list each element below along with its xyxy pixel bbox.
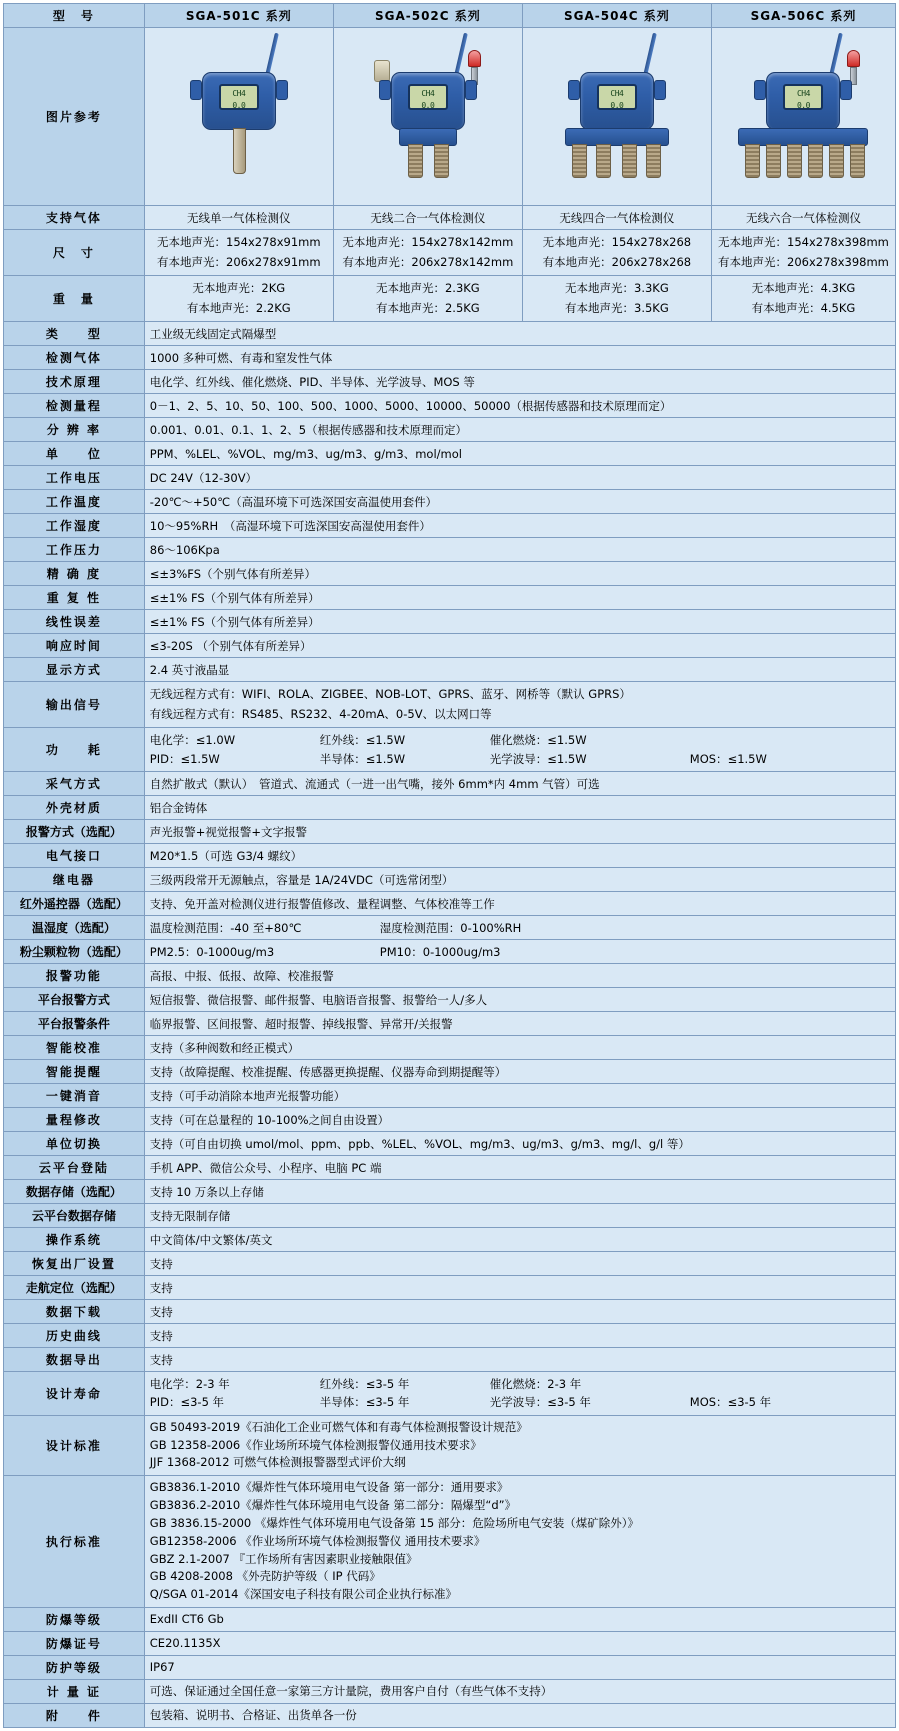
row-label-gas-support: 支持气体: [4, 206, 145, 230]
alarm-beacon-icon: [468, 50, 481, 84]
table-row-resolution: [4, 418, 896, 442]
row-label-size: 尺 寸: [4, 230, 145, 276]
row-label-accuracy: 精 确 度: [4, 562, 145, 586]
table-row-factory-reset: [4, 1252, 896, 1276]
power-catalytic: 催化燃烧：≤1.5W: [489, 733, 587, 748]
table-row-data-storage: [4, 1180, 896, 1204]
row-label-factory-reset: 恢复出厂设置: [4, 1252, 145, 1276]
row-value-voltage: DC 24V（12-30V）: [144, 466, 895, 490]
sensor-probe: [434, 144, 449, 178]
temp-range: 温度检测范围：-40 至+80℃: [149, 920, 302, 935]
row-value-resolution: 0.001、0.01、0.1、1、2、5（根据传感器和技术原理而定）: [144, 418, 895, 442]
table-row-gas-support: [4, 206, 896, 230]
row-label-resolution: 分 辨 率: [4, 418, 145, 442]
model-header-2: SGA-502C 系列: [333, 4, 522, 28]
sensor-probe: [745, 144, 760, 178]
lcd-line-2: 0.0: [232, 100, 246, 110]
table-row-housing: [4, 796, 896, 820]
pm25-range: PM2.5：0-1000ug/m3: [149, 944, 275, 959]
mount-bracket-right: [465, 80, 477, 100]
specification-table: [3, 3, 896, 1728]
row-label-temp-hum-option: 温湿度（选配）: [4, 916, 145, 940]
mount-bracket-right: [276, 80, 288, 100]
row-label-relay: 继电器: [4, 868, 145, 892]
table-row-dust-option: [4, 940, 896, 964]
size-4-line1: 无本地声光：154x278x398mm: [718, 235, 889, 249]
table-row-range-modify: [4, 1108, 896, 1132]
size-1-line1: 无本地声光：154x278x91mm: [157, 235, 321, 249]
exec-standard-line: Q/SGA 01-2014《深国安电子科技有限公司企业执行标准》: [149, 1587, 457, 1602]
row-label-smart-calibration: 智能校准: [4, 1036, 145, 1060]
gas-support-2: 无线二合一气体检测仪: [333, 206, 522, 230]
row-label-repeatability: 重 复 性: [4, 586, 145, 610]
table-row-temp-hum-option: [4, 916, 896, 940]
row-value-unit: PPM、%LEL、%VOL、mg/m3、ug/m3、g/m3、mol/mol: [144, 442, 895, 466]
enclosure-body: [202, 72, 276, 130]
row-value-detect-gas: 1000 多种可燃、有毒和窒发性气体: [144, 346, 895, 370]
row-label-ex-rating: 防爆等级: [4, 1607, 145, 1631]
row-value-relay: 三级两段常开无源触点，容量是 1A/24VDC（可选常闭型）: [144, 868, 895, 892]
row-label-platform-alarm-condition: 平台报警条件: [4, 1012, 145, 1036]
row-value-response-time: ≤3-20S （个别气体有所差异）: [144, 634, 895, 658]
table-row-type: [4, 322, 896, 346]
row-label-data-export: 数据导出: [4, 1348, 145, 1372]
size-1: [144, 230, 333, 276]
table-row-model-header: [4, 4, 896, 28]
table-row-metrology-cert: [4, 1679, 896, 1703]
row-value-unit-switch: 支持（可自由切换 umol/mol、ppm、ppb、%LEL、%VOL、mg/m3、ug/m3、g/m3、mg/l、g/l 等）: [144, 1132, 895, 1156]
row-label-alarm-function: 报警功能: [4, 964, 145, 988]
row-label-mobile-positioning: 走航定位（选配）: [4, 1276, 145, 1300]
output-wired: 有线远程方式有：RS485、RS232、4-20mA、0-5V、以太网口等: [149, 706, 492, 721]
row-label-data-download: 数据下载: [4, 1300, 145, 1324]
table-row-ex-certificate: [4, 1631, 896, 1655]
table-row-platform-alarm-condition: [4, 1012, 896, 1036]
sensor-probe: [408, 144, 423, 178]
row-value-platform-alarm-condition: 临界报警、区间报警、超时报警、掉线报警、异常开/关报警: [144, 1012, 895, 1036]
table-row-cloud-login: [4, 1156, 896, 1180]
row-value-electrical-port: M20*1.5（可选 G3/4 螺纹）: [144, 844, 895, 868]
table-row-unit-switch: [4, 1132, 896, 1156]
table-row-ip-rating: [4, 1655, 896, 1679]
lcd-line-2: 0.0: [610, 100, 624, 110]
table-row-power: [4, 728, 896, 772]
sensor-probe: [622, 144, 637, 178]
lcd-line-2: 0.0: [421, 100, 435, 110]
lcd-display: [783, 84, 823, 110]
table-row-pressure: [4, 538, 896, 562]
row-label-ex-certificate: 防爆证号: [4, 1631, 145, 1655]
row-value-data-download: 支持: [144, 1300, 895, 1324]
row-label-os: 操作系统: [4, 1228, 145, 1252]
row-value-display: 2.4 英寸液晶显: [144, 658, 895, 682]
antenna-icon: [454, 32, 468, 76]
lifetime-semiconductor: 半导体：≤3-5 年: [319, 1395, 410, 1410]
gas-manifold: [565, 128, 669, 146]
row-value-cloud-storage: 支持无限制存储: [144, 1204, 895, 1228]
mount-bracket-left: [568, 80, 580, 100]
table-row-design-standard: [4, 1415, 896, 1475]
table-row-mobile-positioning: [4, 1276, 896, 1300]
table-row-temperature: [4, 490, 896, 514]
weight-4-line1: 无本地声光：4.3KG: [751, 281, 856, 296]
row-value-lifetime: [144, 1372, 895, 1416]
exec-standard-line: GB3836.2-2010《爆炸性气体环境用电气设备 第二部分：隔爆型“d”》: [149, 1498, 517, 1513]
row-label-electrical-port: 电气接口: [4, 844, 145, 868]
row-label-photo: 图片参考: [4, 28, 145, 206]
device-illustration-dual: [348, 32, 508, 202]
weight-2: [333, 276, 522, 322]
table-row-cloud-storage: [4, 1204, 896, 1228]
mount-bracket-right: [840, 80, 852, 100]
row-value-alarm-function: 高报、中报、低报、故障、校准报警: [144, 964, 895, 988]
size-2-line2: 有本地声光：206x278x142mm: [342, 254, 514, 269]
lcd-display: [597, 84, 637, 110]
row-label-housing: 外壳材质: [4, 796, 145, 820]
table-row-data-download: [4, 1300, 896, 1324]
row-value-output-signal: [144, 682, 895, 728]
table-row-ex-rating: [4, 1607, 896, 1631]
row-value-exec-standard: [144, 1476, 895, 1608]
table-row-weight: [4, 276, 896, 322]
weight-1: [144, 276, 333, 322]
table-row-range: [4, 394, 896, 418]
lcd-line-1: CH4: [421, 88, 435, 98]
table-row-size: [4, 230, 896, 276]
lcd-display: [219, 84, 259, 110]
row-label-cloud-storage: 云平台数据存储: [4, 1204, 145, 1228]
power-mos: MOS：≤1.5W: [689, 751, 767, 766]
lcd-line-1: CH4: [232, 88, 246, 98]
row-value-sampling: 自然扩散式（默认） 管道式、流通式（一进一出气嘴，接外 6mm*内 4mm 气管）可选: [144, 772, 895, 796]
row-value-humidity: 10～95%RH （高湿环境下可选深国安高湿使用套件）: [144, 514, 895, 538]
size-2: [333, 230, 522, 276]
power-ir: 红外线：≤1.5W: [319, 733, 406, 748]
row-label-design-standard: 设计标准: [4, 1415, 145, 1475]
mount-bracket-left: [754, 80, 766, 100]
power-line-1: [150, 731, 890, 749]
power-optical: 光学波导：≤1.5W: [489, 751, 587, 766]
table-row-mute: [4, 1084, 896, 1108]
sensor-probe: [233, 128, 246, 174]
exec-standard-line: GB 3836.15-2000 《爆炸性气体环境用电气设备第 15 部分：危险场所电气安装（煤矿除外）》: [149, 1515, 640, 1530]
device-illustration-hex: [723, 32, 883, 202]
row-label-dust-option: 粉尘颗粒物（选配）: [4, 940, 145, 964]
row-label-temperature: 工作温度: [4, 490, 145, 514]
table-row-accessories: [4, 1703, 896, 1727]
lcd-display: [408, 84, 448, 110]
power-semiconductor: 半导体：≤1.5W: [319, 751, 406, 766]
table-row-lifetime: [4, 1372, 896, 1416]
row-value-repeatability: ≤±1% FS（个别气体有所差异）: [144, 586, 895, 610]
size-3-line2: 有本地声光：206x278x268: [542, 254, 692, 269]
row-label-type: 类 型: [4, 322, 145, 346]
lifetime-catalytic: 催化燃烧：2-3 年: [489, 1377, 582, 1392]
row-label-weight: 重 量: [4, 276, 145, 322]
antenna-icon: [830, 32, 844, 76]
row-label-display: 显示方式: [4, 658, 145, 682]
size-1-line2: 有本地声光：206x278x91mm: [157, 254, 321, 269]
mount-bracket-left: [379, 80, 391, 100]
row-label-principle: 技术原理: [4, 370, 145, 394]
row-label-metrology-cert: 计 量 证: [4, 1679, 145, 1703]
row-value-factory-reset: 支持: [144, 1252, 895, 1276]
row-value-ex-certificate: CE20.1135X: [144, 1631, 895, 1655]
size-4: [711, 230, 895, 276]
pm10-range: PM10：0-1000ug/m3: [379, 944, 501, 959]
output-wireless: 无线远程方式有：WIFI、ROLA、ZIGBEE、NOB-LOT、GPRS、蓝牙、网桥等（默认 GPRS）: [149, 687, 631, 702]
row-value-platform-alarm-method: 短信报警、微信报警、邮件报警、电脑语音报警、报警给一人/多人: [144, 988, 895, 1012]
table-row-sampling: [4, 772, 896, 796]
table-row-accuracy: [4, 562, 896, 586]
alarm-horn-icon: [374, 60, 390, 82]
weight-2-line1: 无本地声光：2.3KG: [375, 281, 480, 296]
row-label-unit: 单 位: [4, 442, 145, 466]
row-label-unit-switch: 单位切换: [4, 1132, 145, 1156]
sensor-probe: [766, 144, 781, 178]
sensor-probe: [572, 144, 587, 178]
row-label-ir-remote: 红外遥控器（选配）: [4, 892, 145, 916]
table-row-voltage: [4, 466, 896, 490]
table-row-principle: [4, 370, 896, 394]
table-row-detect-gas: [4, 346, 896, 370]
row-value-alarm-type: 声光报警+视觉报警+文字报警: [144, 820, 895, 844]
row-value-range-modify: 支持（可在总量程的 10-100%之间自由设置）: [144, 1108, 895, 1132]
table-row-unit: [4, 442, 896, 466]
product-photo-506c: [711, 28, 895, 206]
design-standard-line: GB 50493-2019《石油化工企业可燃气体和有毒气体检测报警设计规范》: [149, 1419, 528, 1434]
row-label-platform-alarm-method: 平台报警方式: [4, 988, 145, 1012]
table-row-smart-calibration: [4, 1036, 896, 1060]
gas-manifold: [399, 128, 457, 146]
row-label-lifetime: 设计寿命: [4, 1372, 145, 1416]
row-value-metrology-cert: 可选、保证通过全国任意一家第三方计量院，费用客户自付（有些气体不支持）: [144, 1679, 895, 1703]
power-pid: PID：≤1.5W: [149, 751, 220, 766]
mount-bracket-left: [190, 80, 202, 100]
lifetime-ir: 红外线：≤3-5 年: [319, 1377, 410, 1392]
row-label-linearity: 线性误差: [4, 610, 145, 634]
table-row-alarm-function: [4, 964, 896, 988]
exec-standard-line: GB 4208-2008 《外壳防护等级（ IP 代码》: [149, 1569, 381, 1584]
table-row-electrical-port: [4, 844, 896, 868]
power-line-2: [150, 750, 890, 768]
enclosure-body: [766, 72, 840, 130]
row-value-mobile-positioning: 支持: [144, 1276, 895, 1300]
row-value-history-curve: 支持: [144, 1324, 895, 1348]
table-row-relay: [4, 868, 896, 892]
row-value-data-storage: 支持 10 万条以上存储: [144, 1180, 895, 1204]
power-ec: 电化学：≤1.0W: [149, 733, 236, 748]
gas-support-4: 无线六合一气体检测仪: [711, 206, 895, 230]
exec-standard-line: GBZ 2.1-2007 『工作场所有害因素职业接触限值》: [149, 1551, 418, 1566]
row-value-temp-hum-option: [144, 916, 895, 940]
table-row-data-export: [4, 1348, 896, 1372]
humidity-range: 湿度检测范围：0-100%RH: [379, 920, 522, 935]
table-row-platform-alarm-method: [4, 988, 896, 1012]
sensor-probe: [808, 144, 823, 178]
weight-3-line1: 无本地声光：3.3KG: [565, 281, 669, 296]
weight-2-line2: 有本地声光：2.5KG: [375, 300, 480, 315]
row-value-smart-reminder: 支持（故障提醒、校准提醒、传感器更换提醒、仪器寿命到期提醒等）: [144, 1060, 895, 1084]
size-3-line1: 无本地声光：154x278x268: [542, 235, 692, 249]
row-value-mute: 支持（可手动消除本地声光报警功能）: [144, 1084, 895, 1108]
row-value-ex-rating: ExdII CT6 Gb: [144, 1607, 895, 1631]
mount-bracket-right: [654, 80, 666, 100]
table-row-humidity: [4, 514, 896, 538]
lifetime-ec: 电化学：2-3 年: [149, 1377, 230, 1392]
row-label-mute: 一键消音: [4, 1084, 145, 1108]
lifetime-line-1: [150, 1375, 890, 1393]
row-label-cloud-login: 云平台登陆: [4, 1156, 145, 1180]
lifetime-line-2: [150, 1393, 890, 1411]
weight-3-line2: 有本地声光：3.5KG: [565, 300, 669, 315]
enclosure-body: [391, 72, 465, 130]
model-header-3: SGA-504C 系列: [522, 4, 711, 28]
lcd-line-1: CH4: [796, 88, 810, 98]
model-header-4: SGA-506C 系列: [711, 4, 895, 28]
lcd-line-1: CH4: [610, 88, 624, 98]
table-row-os: [4, 1228, 896, 1252]
row-value-data-export: 支持: [144, 1348, 895, 1372]
weight-1-line2: 有本地声光：2.2KG: [186, 300, 291, 315]
row-value-design-standard: [144, 1415, 895, 1475]
row-label-humidity: 工作湿度: [4, 514, 145, 538]
row-value-ir-remote: 支持、免开盖对检测仪进行报警值修改、量程调整、气体校准等工作: [144, 892, 895, 916]
row-label-response-time: 响应时间: [4, 634, 145, 658]
gas-support-3: 无线四合一气体检测仪: [522, 206, 711, 230]
product-photo-504c: [522, 28, 711, 206]
size-2-line1: 无本地声光：154x278x142mm: [342, 235, 514, 249]
table-row-linearity: [4, 610, 896, 634]
row-value-linearity: ≤±1% FS（个别气体有所差异）: [144, 610, 895, 634]
sensor-probe: [787, 144, 802, 178]
row-value-temperature: -20℃～+50℃（高温环境下可选深国安高温使用套件）: [144, 490, 895, 514]
spec-sheet: [0, 3, 899, 1728]
device-illustration-single: [159, 32, 319, 202]
row-value-cloud-login: 手机 APP、微信公众号、小程序、电脑 PC 端: [144, 1156, 895, 1180]
antenna-icon: [265, 32, 279, 76]
size-4-line2: 有本地声光：206x278x398mm: [718, 254, 889, 269]
row-label-accessories: 附 件: [4, 1703, 145, 1727]
table-row-exec-standard: [4, 1476, 896, 1608]
weight-4: [711, 276, 895, 322]
table-row-ir-remote: [4, 892, 896, 916]
gas-manifold: [738, 128, 868, 146]
weight-4-line2: 有本地声光：4.5KG: [751, 300, 856, 315]
table-row-alarm-type: [4, 820, 896, 844]
antenna-icon: [643, 32, 657, 76]
row-value-range: 0－1、2、5、10、50、100、500、1000、5000、10000、50000（根据传感器和技术原理而定）: [144, 394, 895, 418]
design-standard-line: GB 12358-2006《作业场所环境气体检测报警仪通用技术要求》: [149, 1437, 482, 1452]
size-3: [522, 230, 711, 276]
row-value-pressure: 86～106Kpa: [144, 538, 895, 562]
row-value-type: 工业级无线固定式隔爆型: [144, 322, 895, 346]
row-value-dust-option: [144, 940, 895, 964]
gas-support-1: 无线单一气体检测仪: [144, 206, 333, 230]
device-illustration-quad: [537, 32, 697, 202]
row-label-output-signal: 输出信号: [4, 682, 145, 728]
row-label-ip-rating: 防护等级: [4, 1655, 145, 1679]
row-label-detect-gas: 检测气体: [4, 346, 145, 370]
lifetime-pid: PID：≤3-5 年: [149, 1395, 225, 1410]
design-standard-line: JJF 1368-2012 可燃气体检测报警器型式评价大纲: [149, 1455, 406, 1470]
row-label-power: 功 耗: [4, 728, 145, 772]
row-value-smart-calibration: 支持（多种阀数和经正模式）: [144, 1036, 895, 1060]
row-label-pressure: 工作压力: [4, 538, 145, 562]
product-photo-501c: [144, 28, 333, 206]
lcd-line-2: 0.0: [796, 100, 810, 110]
row-value-housing: 铝合金铸体: [144, 796, 895, 820]
exec-standard-line: GB12358-2006 《作业场所环境气体检测报警仪 通用技术要求》: [149, 1533, 486, 1548]
row-label-range-modify: 量程修改: [4, 1108, 145, 1132]
row-label-smart-reminder: 智能提醒: [4, 1060, 145, 1084]
row-label-data-storage: 数据存储（选配）: [4, 1180, 145, 1204]
enclosure-body: [580, 72, 654, 130]
row-label-range: 检测量程: [4, 394, 145, 418]
sensor-probe: [646, 144, 661, 178]
row-value-principle: 电化学、红外线、催化燃烧、PID、半导体、光学波导、MOS 等: [144, 370, 895, 394]
row-label-history-curve: 历史曲线: [4, 1324, 145, 1348]
exec-standard-line: GB3836.1-2010《爆炸性气体环境用电气设备 第一部分：通用要求》: [149, 1480, 509, 1495]
model-header-1: SGA-501C 系列: [144, 4, 333, 28]
table-row-smart-reminder: [4, 1060, 896, 1084]
sensor-probe: [596, 144, 611, 178]
row-label-exec-standard: 执行标准: [4, 1476, 145, 1608]
row-label-model: 型 号: [4, 4, 145, 28]
row-value-power: [144, 728, 895, 772]
sensor-probe: [850, 144, 865, 178]
weight-1-line1: 无本地声光：2KG: [192, 281, 286, 296]
row-label-alarm-type: 报警方式（选配）: [4, 820, 145, 844]
table-row-photos: [4, 28, 896, 206]
lifetime-optical: 光学波导：≤3-5 年: [489, 1395, 591, 1410]
product-photo-502c: [333, 28, 522, 206]
row-value-accuracy: ≤±3%FS（个别气体有所差异）: [144, 562, 895, 586]
row-value-os: 中文简体/中文繁体/英文: [144, 1228, 895, 1252]
table-row-display: [4, 658, 896, 682]
table-row-repeatability: [4, 586, 896, 610]
lifetime-mos: MOS：≤3-5 年: [689, 1395, 772, 1410]
row-value-accessories: 包装箱、说明书、合格证、出货单各一份: [144, 1703, 895, 1727]
table-row-output-signal: [4, 682, 896, 728]
sensor-probe: [829, 144, 844, 178]
row-label-voltage: 工作电压: [4, 466, 145, 490]
table-row-history-curve: [4, 1324, 896, 1348]
table-row-response-time: [4, 634, 896, 658]
alarm-beacon-icon: [847, 50, 860, 84]
row-label-sampling: 采气方式: [4, 772, 145, 796]
weight-3: [522, 276, 711, 322]
row-value-ip-rating: IP67: [144, 1655, 895, 1679]
